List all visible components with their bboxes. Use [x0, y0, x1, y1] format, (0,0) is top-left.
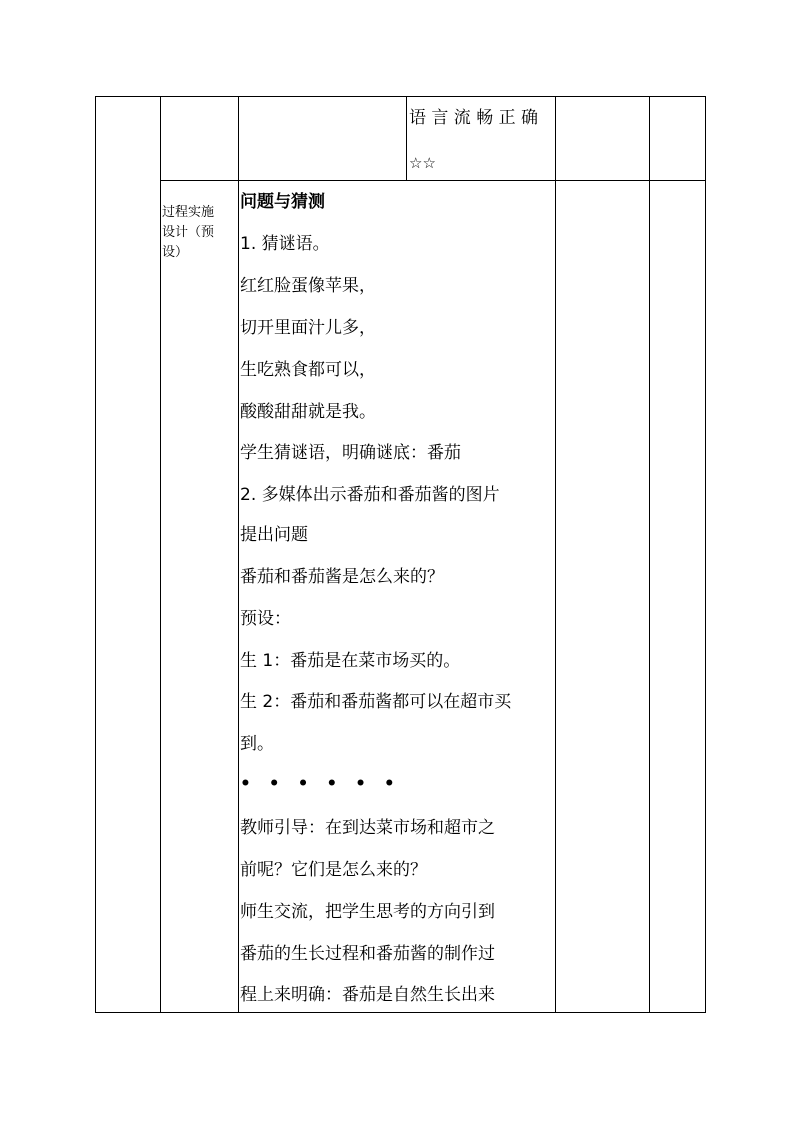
criteria-stars: ☆☆ — [409, 154, 436, 172]
table-top-border — [95, 96, 706, 97]
criteria-line-1: 语 言 流 畅 正 确 — [409, 108, 539, 128]
content-line: 提出问题 — [240, 525, 308, 545]
content-line: 程上来明确：番茄是自然生长出来 — [240, 985, 495, 1005]
content-line: 师生交流，把学生思考的方向引到 — [240, 902, 495, 922]
table-right-border — [705, 96, 706, 1013]
content-line: 预设： — [240, 609, 291, 629]
content-line: 生吃熟食都可以， — [240, 360, 376, 380]
column-divider-4 — [555, 96, 556, 1013]
column-divider-3 — [406, 96, 407, 181]
ellipsis-dots: • • • • • • — [240, 774, 401, 794]
content-line: 番茄的生长过程和番茄酱的制作过 — [240, 944, 495, 964]
content-line: 到。 — [240, 734, 274, 754]
content-line: 1. 猜谜语。 — [240, 234, 330, 254]
content-line: 2. 多媒体出示番茄和番茄酱的图片 — [240, 485, 500, 505]
row-divider — [160, 180, 706, 181]
column-divider-2 — [238, 96, 239, 1013]
column-divider-5 — [649, 96, 650, 1013]
content-line: 生 2：番茄和番茄酱都可以在超市买 — [240, 692, 512, 712]
section-label-line-3: 设） — [162, 245, 189, 260]
content-line: 红红脸蛋像苹果， — [240, 276, 376, 296]
section-label-line-1: 过程实施 — [162, 205, 215, 220]
content-line: 教师引导：在到达菜市场和超市之 — [240, 818, 495, 838]
table-left-border — [95, 96, 96, 1013]
content-line: 切开里面汁儿多， — [240, 318, 376, 338]
column-divider-1 — [160, 96, 161, 1013]
content-line: 番茄和番茄酱是怎么来的？ — [240, 567, 444, 587]
content-line: 学生猜谜语，明确谜底：番茄 — [240, 443, 461, 463]
section-label-line-2: 设计（预 — [162, 225, 215, 240]
content-line: 酸酸甜甜就是我。 — [240, 402, 376, 422]
section-heading: 问题与猜测 — [240, 192, 325, 212]
content-line: 前呢？它们是怎么来的？ — [240, 860, 427, 880]
content-line: 生 1：番茄是在菜市场买的。 — [240, 651, 461, 671]
table-bottom-border — [95, 1012, 706, 1013]
